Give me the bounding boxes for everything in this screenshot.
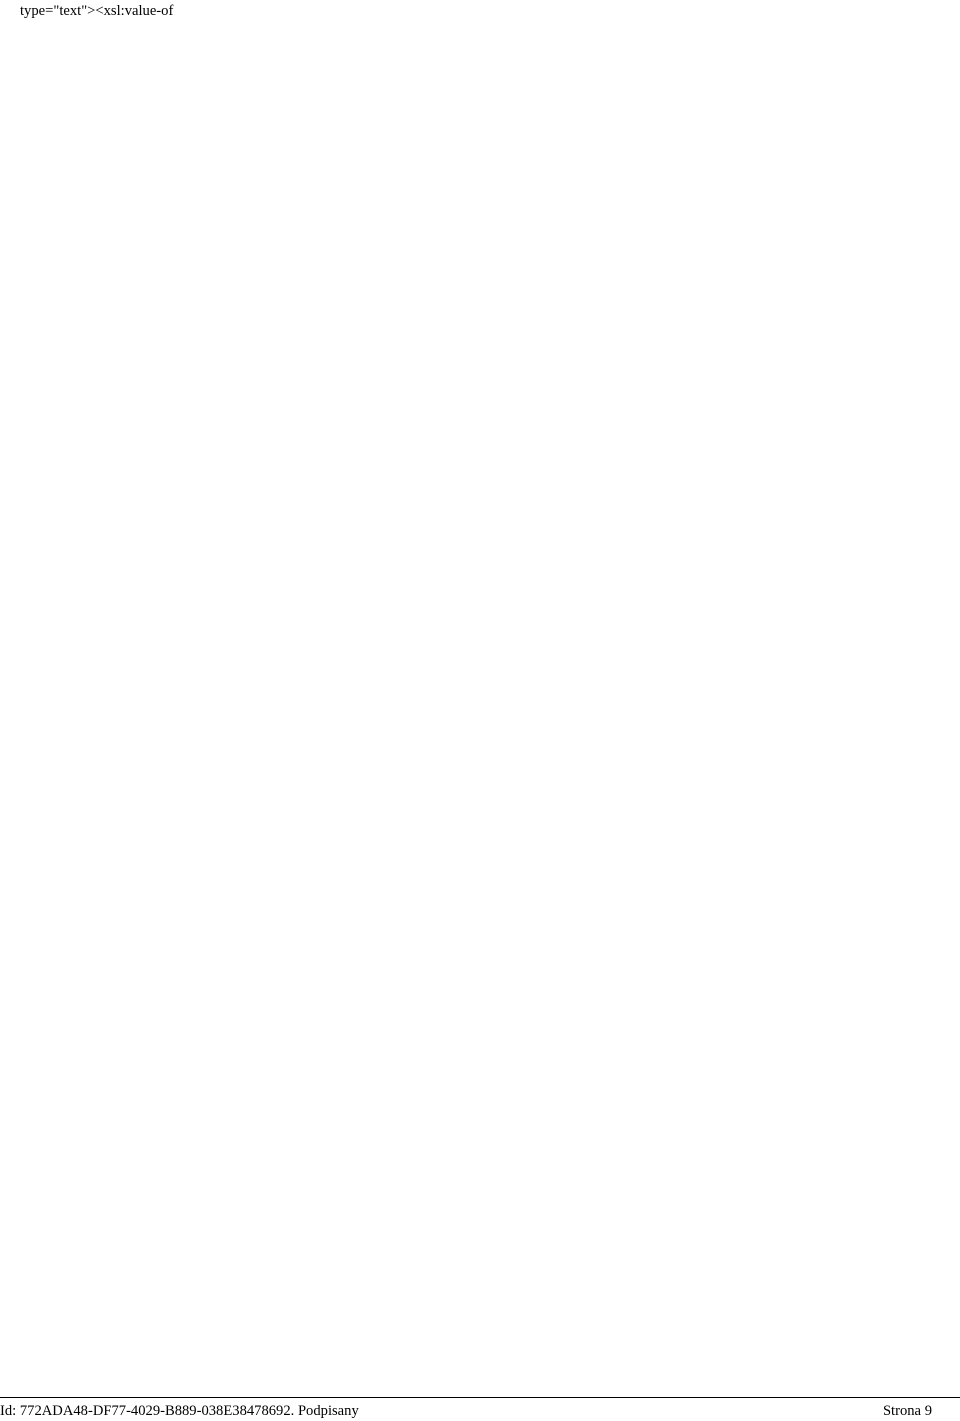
document-text: type="text"><xsl:value-of xyxy=(20,3,174,19)
page-number: Strona 9 xyxy=(882,1403,932,1419)
document-body xyxy=(20,0,940,23)
document-id: Id: 772ADA48-DF77-4029-B889-038E38478692. Podpisany xyxy=(0,1403,359,1419)
footer-divider xyxy=(0,1397,960,1398)
